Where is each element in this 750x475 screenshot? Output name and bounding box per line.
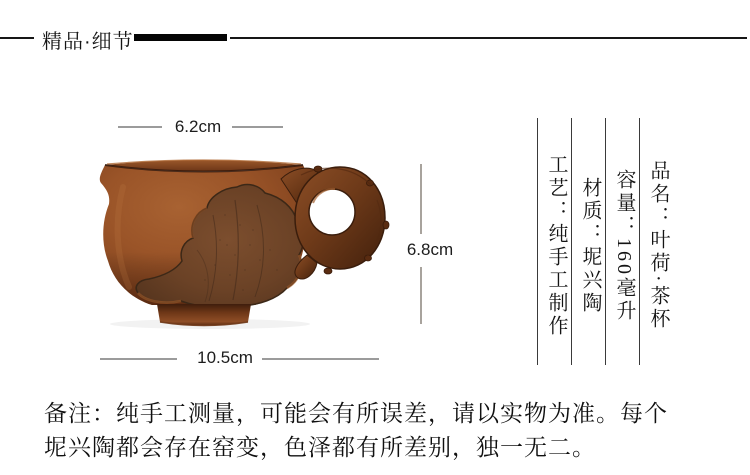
measure-bottom-line-right bbox=[262, 358, 379, 360]
spec-columns bbox=[537, 118, 673, 365]
spec-column-capacity: 容量：160毫升 bbox=[605, 118, 639, 365]
header-rule-left bbox=[0, 37, 34, 39]
spec-column-material: 材质：坭兴陶 bbox=[571, 118, 605, 365]
measure-top-line-right bbox=[232, 126, 283, 128]
measure-bottom-width-label: 10.5cm bbox=[197, 348, 253, 367]
spec-column-craft: 工艺：纯手工制作 bbox=[537, 118, 571, 365]
header-accent-bar bbox=[134, 34, 227, 41]
product-photo bbox=[85, 155, 400, 330]
measure-height-line-bottom bbox=[420, 267, 422, 324]
measure-height-line-top bbox=[420, 164, 422, 234]
measure-top-line-left bbox=[118, 126, 162, 128]
cup-foot bbox=[157, 304, 251, 326]
measure-top-width-label: 6.2cm bbox=[174, 117, 222, 136]
remark-note bbox=[44, 397, 724, 465]
remark-line-1: 备注：纯手工测量，可能会有所误差，请以实物为准。每个 bbox=[44, 401, 668, 426]
measure-bottom-line-left bbox=[100, 358, 177, 360]
header-rule-right bbox=[230, 37, 747, 39]
measure-height-label: 6.8cm bbox=[406, 240, 454, 259]
remark-line-2: 坭兴陶都会存在窑变，色泽都有所差别，独一无二。 bbox=[44, 435, 596, 460]
section-title: 精品·细节 bbox=[42, 31, 134, 53]
spec-column-product-name: 品名：叶荷·茶杯 bbox=[639, 118, 673, 365]
